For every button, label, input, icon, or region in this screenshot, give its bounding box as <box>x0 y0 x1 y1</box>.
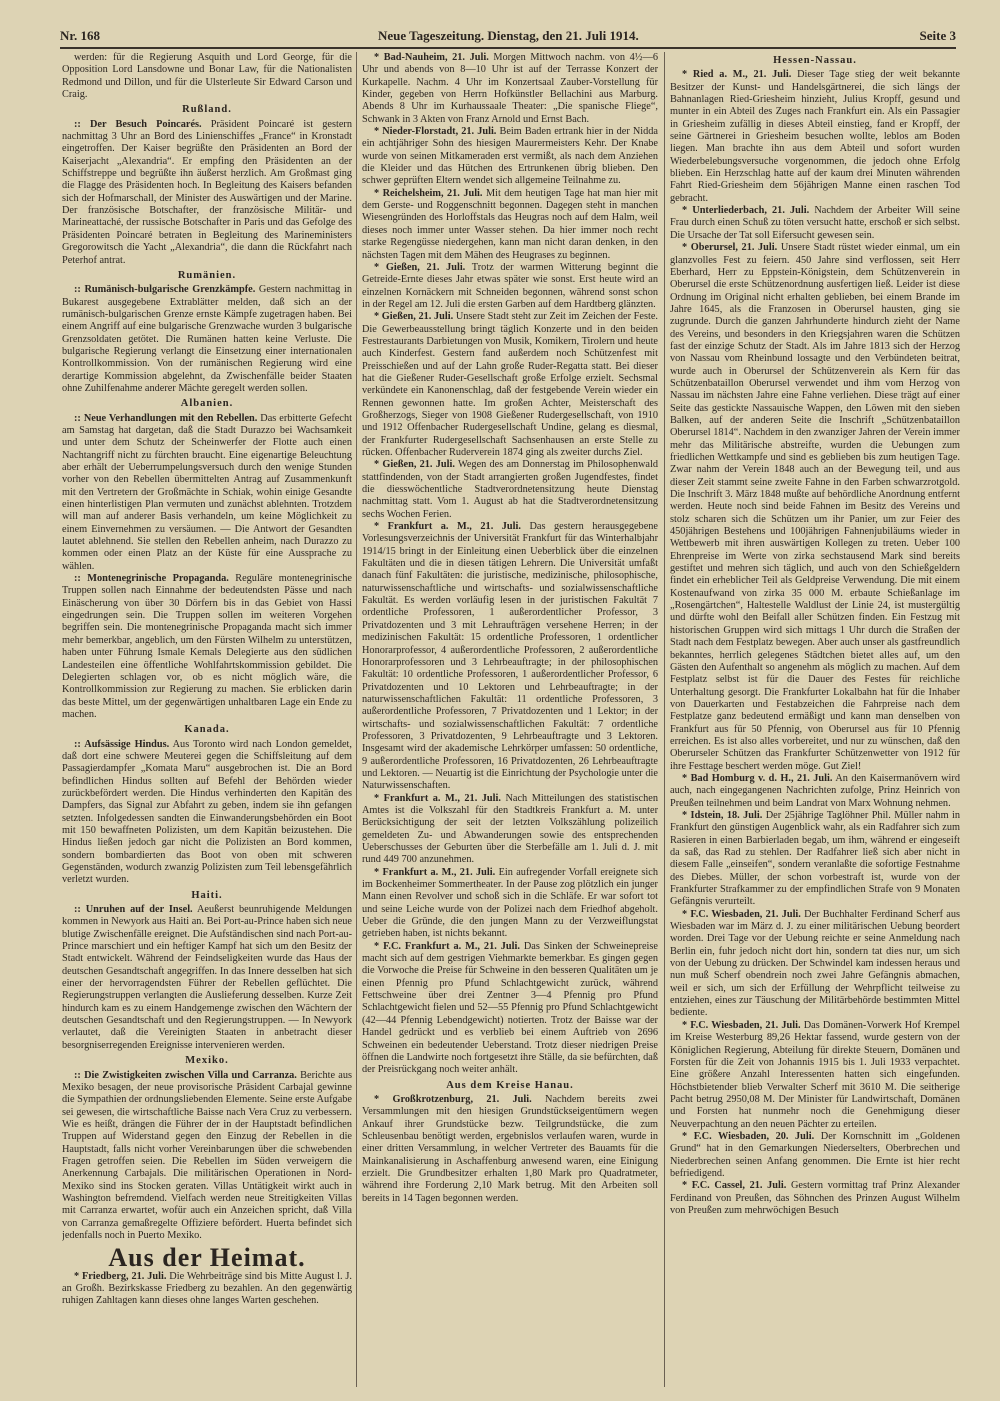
article-dateline: * Friedberg, 21. Juli. <box>74 1270 167 1282</box>
article-paragraph <box>670 242 960 773</box>
article-text: Gestern nachmittag in Bukarest ausgegebene Extrablätter melden, daß sich an der rumänisch-bulgarischen Grenze ernste Kämpfe zugetragen haben. Bei einem Angriff auf eine bulgarische Grenzwache wurden 3 bulgarische Grenzsoldaten getötet. Die Rumänen hatten keine Verluste. Die bulgarische Regierung verlangt die Einsetzung einer internationalen Kontrollkommission. Von der rumänischen Regierung wird eine derartige Kommission abgelehnt, da Zwischenfälle beider Staaten ohne Zuhilfenahme anderer Mächte geregelt werden sollen. <box>62 284 352 394</box>
article-dateline: * Gießen, 21. Juli. <box>374 261 466 273</box>
article-paragraph <box>670 1180 960 1217</box>
article-dateline: :: Neue Verhandlungen mit den Rebellen. <box>74 412 258 424</box>
article-paragraph <box>362 262 658 311</box>
article-dateline: :: Aufsässige Hindus. <box>74 738 170 750</box>
article-dateline: * Frankfurt a. M., 21. Juli. <box>374 792 501 804</box>
article-dateline: * F.C. Wiesbaden, 21. Juli. <box>682 1019 801 1031</box>
section-heading: Rumänien. <box>177 269 237 281</box>
article-paragraph <box>670 773 960 810</box>
article-dateline: :: Rumänisch-bulgarische Grenzkämpfe. <box>74 284 256 296</box>
article-dateline: * Gießen, 21. Juli. <box>374 311 454 323</box>
article-dateline: * Großkrotzenburg, 21. Juli. <box>374 1093 532 1105</box>
page-number: Seite 3 <box>919 28 956 43</box>
article-text: Das Domänen-Vorwerk Hof Krempel im Kreise Westerburg 89,26 Hektar fassend, wurde gestern von der Königlichen Regierung, Abteilung für direkte Steuern, Domänen und Forsten für die Zeit von Johannis 1915 bis 1. Juli 1933 verpachtet. Eine größere Anzahl Interessenten hatten sich eingefunden. Höchstbietender blieb Verwalter Scherf mit 3610 M. Die seitherige Pacht betrug 2950,08 M. Der Minister für Landwirtschaft, Domänen und Forsten hat nunmehr noch die Genehmigung dieser Neuverpachtung an den neuen Pächter zu erteilen. <box>670 1019 960 1130</box>
column-2 <box>362 52 658 1392</box>
article-text: Beim Baden ertrank hier in der Nidda ein achtjähriger Sohn des hiesigen Maurermeisters Kehr. Der Knabe wurde von seinen Mitkameraden erst vermißt, als nach dem Anziehen die Kleider und das Hütchen des Ertrunkenen übrig blieben. Den schwer geprüften Eltern wendet sich allgemeine Teilnahme zu. <box>362 126 658 187</box>
article-paragraph <box>62 739 352 887</box>
article-paragraph <box>362 1094 658 1205</box>
article-text: Unsere Stadt steht zur Zeit im Zeichen der Feste. Die Gewerbeausstellung bringt täglich Konzerte und in den beiden Festrestaurants Darbietungen von Musik, Komikern, Tirolern und heute auch Kinderfest. Gestern fand außerdem noch Schützenfest mit Preisschießen und auf der Lahn große Ruder-Regatta statt. Bei dieser hat die Gießener Ruder-Gesellschaft große Erfolge erzielt. Sechsmal verkündete ein Kanonenschlag, daß der festgebende Verein wieder ein Rennen gewonnen hatte. Im großen Achter, Meisterschaft des Großherzogs, Sieger von 1908 Gießener Rudergesellschaft, von 1910 und 1912 Offenbacher Rudergesellschaft Undine, gelang es diesmal, der Frankfurter Rudergesellschaft Sachsenhausen an erste Stelle zu rücken. Offenbacher Ruderverein 1874 ging als zweiter durchs Ziel. <box>362 311 658 458</box>
article-dateline: * Nieder-Florstadt, 21. Juli. <box>374 126 497 138</box>
article-dateline: * Frankfurt a. M., 21. Juli. <box>374 866 496 878</box>
newspaper-title-date: Neue Tageszeitung. Dienstag, den 21. Juli 1914. <box>378 28 639 43</box>
article-paragraph <box>62 573 352 721</box>
article-paragraph <box>362 867 658 941</box>
article-text: Der 25jährige Taglöhner Phil. Müller nahm in Frankfurt den günstigen Augenblick wahr, als ein Radfahrer sich zum Rasieren in einen Barbierladen begab, um ihm, während er eingeseift da saß, das Rad zu stehlen. Der Radfahrer ließ sich aber nicht in diesem Falle „einseifen“, sondern veranlaßte die sofortige Festnahme des Diebes. Müller, der schon vorbestraft ist, wurde von der Frankfurter Strafkammer zu der empfindlichen Strafe von 9 Monaten Gefängnis verurteilt. <box>670 809 960 908</box>
article-text: Der Buchhalter Ferdinand Scherf aus Wiesbaden war im März d. J. zu einer militärischen Uebung beordert worden. Drei Tage vor der Uebung reichte er seine Anmeldung nach Berlin ein, fuhr jedoch nicht dort hin, sondern tat dies nur, um sich von der Uebung zu drücken. Der Schwindel kam indessen heraus und nun muß Scherf obendrein noch zwei Jahre Gefängnis abmachen, weil er sich, um sich der Erfüllung der Wehrpflicht teilweise zu entziehen, eines zur Täuschung der Militärbehörde bestimmten Mittel bediente. <box>670 908 960 1019</box>
article-text: Nachdem der Arbeiter Will seine Frau durch einen Schuß zu töten versucht hatte, erschoß er sich selbst. Die Ursache der Tat soll Eifersucht gewesen sein. <box>670 205 960 241</box>
column-divider <box>664 52 665 1387</box>
section-heading: Rußland. <box>182 104 232 116</box>
article-paragraph <box>670 909 960 1020</box>
column-1 <box>62 52 352 1392</box>
article-text: An den Kaisermanövern wird auch, nach eingegangenen Nachrichten zufolge, Prinz Heinrich von Preußen teilnehmen und beim Landrat von Marx Wohnung nehmen. <box>670 772 960 809</box>
article-paragraph <box>362 126 658 188</box>
article-text: Präsident Poincaré ist gestern nachmittag 3 Uhr an Bord des Linienschiffes „France“ in Kronstadt eingetroffen. Der Kaiser begrüßte den Präsidenten an Bord der Kaiserjacht „Alexandria“. Er empfing den Präsidenten an der Schiffstreppe und begrüßte ihn äußerst herzlich. Am Großmast ging die Flagge des Präsidenten hoch. In Begleitung des Kaisers befanden sich der Hofmarschall, der Minister des Auswärtigen und der Marine. Der französische Botschafter, der französische Militär- und Marineattaché, der russische Botschafter in Paris und das Gefolge des Präsidenten Poincaré betraten in Begleitung des Marineministers Gregorowitsch die Yacht „Alexandria“, die dann die Rückfahrt nach Peterhof antrat. <box>62 118 352 266</box>
column-divider <box>356 52 357 1387</box>
article-text: Morgen Mittwoch nachm. von 4½—6 Uhr und abends von 8—10 Uhr ist auf der Terrasse Konzert der Kurkapelle. Nachm. 4 Uhr im Konzertsaal Zauber-Vorstellung für Kinder, gegeben von Herrn Hofkünstler Bellachini aus Marburg. Abends 8 Uhr im Kurhaussaale Theater: „Die spanische Fliege“, Schwank in 3 Akten von Franz Arnold und Ernst Bach. <box>362 52 658 125</box>
article-paragraph <box>362 941 658 1077</box>
article-paragraph <box>62 119 352 267</box>
article-paragraph <box>670 205 960 242</box>
masthead <box>60 26 956 46</box>
section-heading: Haiti. <box>191 889 223 901</box>
section-heading: Hessen-Nassau. <box>773 55 857 66</box>
article-paragraph <box>362 311 658 459</box>
article-text: Der Kornschnitt im „Goldenen Grund“ hat in den Gemarkungen Niederselters, Oberbrechen und Niederbrechen seinen Anfang genommen. Die Ernte ist hier recht befriedigend. <box>670 1130 960 1179</box>
article-paragraph <box>670 810 960 909</box>
article-paragraph <box>62 413 352 573</box>
article-text: Das Sinken der Schweinepreise macht sich auf dem gestrigen Viehmarkte bemerkbar. Es gingen gegen die Vorwoche die Preise für Schweine in den besseren Qualitäten um je einen Pfennig pro Pfund Schlachtgewicht zurück, während Fettschweine über drei Zentner 3—4 Pfennig pro Pfund Schlachtgewicht fielen und 52—55 Pfennig pro Pfund Schlachtgewicht (42—44 Pfennig Lebendgewicht) notierten. Trotz der Baisse war der Handel gedrückt und es verblieb bei einem Auftrieb von 2696 Schweinen ein bedeutender Ueberstand. Trotz dieser niedrigen Preise öffnen die Landwirte noch fortgesetzt ihre Ställe, da sie befürchten, daß der Preisrückgang noch weiter anhält. <box>362 940 658 1076</box>
article-text: Aeußerst beunruhigende Meldungen kommen in Newyork aus Haiti an. Bei Port-au-Prince haben sich neue blutige Zwischenfälle ereignet. Die Aufständischen sind nach Port-au-Prince marschiert und ein heftiger Kampf hat sich um den Besitz der Stadt entwickelt. Während der Feindseligkeiten wurde das Haus der deutschen Gesandtschaft angegriffen. In das Innere desselben hat sich einer der hervorragendsten Führer der Rebellen geflüchtet. Die Regierungstruppen verlangten die Auslieferung desselben. Kurze Zeit hindurch kam es zu einem Handgemenge zwischen den Wächtern der deutschen Gesandtschaft und den Regierungstruppen. — In Newyork verlautet, daß die Vereinigten Staaten in anbetracht dieser besorgniserregenden Ereignisse intervenieren werden. <box>62 904 352 1051</box>
article-dateline: * F.C. Wiesbaden, 20. Juli. <box>682 1130 815 1142</box>
article-paragraph <box>62 52 352 101</box>
article-text: Dieser Tage stieg der weit bekannte Besitzer der Kunst- und Handelsgärtnerei, die sich längs der Bahnanlagen Ried-Griesheim hinzieht, Julius Kropff, gesund und munter in ein Abteil des Zuges nach Frankfurt ein. Als ein Passagier in Griesheim zufällig in dieses Abteil einstieg, fand er Kropff, der seine Gärtnerei in Griesheim besuchen wollte, leblos am Boden liegen. Man brachte ihn aus dem Abteil und sofort wurden Wiederbelebungsversuche vorgenommen, die jedoch ohne Erfolg blieben. Ein Herzschlag hatte auf der kaum drei Minuten währenden Fahrt Ried-Griesheim dem 56jährigen Manne einen raschen Tod gebracht. <box>670 69 960 204</box>
article-paragraph <box>670 1131 960 1180</box>
article-text: Gestern vormittag traf Prinz Alexander Ferdinand von Preußen, das Söhnchen des Prinzen August Wilhelm von Preußen zum mehrwöchigen Besuch <box>670 1180 960 1216</box>
article-text: Ein aufregender Vorfall ereignete sich im Bockenheimer Sommertheater. In der Pause zog plötzlich ein junger Mann einen Revolver und schoß sich in die Schläfe. Er war sofort tot und seine Leiche wurde von der Polizei nach dem Friedhof abgeholt. Ueber die Gründe, die den jungen Mann zu der Verzweiflungstat getrieben haben, ist nichts bekannt. <box>362 866 658 940</box>
article-text: Aus Toronto wird nach London gemeldet, daß dort eine schwere Meuterei gegen die Schiffsleitung auf dem Passagierdampfer „Komata Maru“ ausgebrochen ist. Die an Bord befindlichen Hindus sollten auf Befehl der Behörden wieder zurückbefördert werden. Die Hindus verhinderten den Kapitän des Dampfers, das Signal zur Abfahrt zu geben, indem sie ihn gefangen setzten. Infolgedessen sandten die Einwanderungsbehörden ein Boot mit 150 bewaffneten Polizisten, um dem Kapitän beizustehen. Die Hindus ließen jedoch gar nicht die Polizisten an Bord kommen, sondern bombardierten das Boot von oben mit schweren Gegenständen, wodurch zwanzig Polizisten zum Teil lebensgefährlich verletzt wurden. <box>62 738 352 886</box>
section-heading: Mexiko. <box>185 1055 229 1067</box>
article-text: Das erbitterte Gefecht am Samstag hat dargetan, daß die Stadt Durazzo bei Wachsamkeit und unter dem Schutz der Scheinwerfer der Flotte auch einen Nachtangriff nicht zu fürchten braucht. Eine eigenartige Beleuchtung aber erhält der Ueberrumpelungsversuch durch den wenige Stunden vorher von den Rebellen übermittelten Antrag auf Zusammenkunft mit den Vertretern der Großmächte in Schiak, wohin einige Gesandte einen hinterlistigen Plan vermuten und zunächst ablehnten. Trotzdem will man auf anderer Basis verhandeln, um keine Möglichkeit zu einem Einvernehmen zu versäumen. — Die Antwort der Gesandten lautet ablehnend. Sie stellen den Rebellen anheim, nach Durazzo zu kommen oder einen Platz an der Küste für eine Aussprache zu wählen. <box>62 412 352 572</box>
article-paragraph <box>670 69 960 205</box>
article-text: Wegen des am Donnerstag im Philosophenwald stattfindenden, von der Stadt arrangierten großen Jugendfestes, findet die diesswöchentliche Stadtverordnetensitzung heute Dienstag nachmittag statt. Vom 1. August ab hat die Stadtverordnetensitzung sechs Wochen Ferien. <box>362 459 658 520</box>
article-dateline: * Ried a. M., 21. Juli. <box>682 69 792 81</box>
section-heading: Albanien. <box>180 398 234 410</box>
article-dateline: * Bad-Nauheim, 21. Juli. <box>374 52 489 63</box>
article-text: Berichte aus Mexiko besagen, der neue provisorische Präsident Carbajal gewinne die Sympathien der ordnungsliebenden Elemente. Seine erste Aufgabe sei gewesen, die wirtschaftliche Baisse nach Vera Cruz zu verbessern. Wie es heißt, drängen die Führer der in der Hauptstadt befindlichen Truppen auf Widerstand gegen den Einzug der Rebellen in die Hauptstadt, falls nicht vorher Vereinbarungen über die schwebenden Fragen getroffen seien. Die Rebellen im Süden verweigern die Anerkennung Carbajals. Die militärischen Operationen in Nord-Mexiko sind ins Stocken geraten. Villas Untätigkeit wirkt auch in Washington befremdend. Vielfach werden neue Streitigkeiten Villas mit Carranza erwartet, wofür auch ein Anzeichen spricht, daß Villa von Carranza gemaßregelte Offiziere befördert. Huerta befindet sich jedenfalls noch in Puerto Mexiko. <box>62 1069 352 1241</box>
article-paragraph <box>362 459 658 521</box>
article-paragraph <box>62 284 352 395</box>
article-dateline: :: Montenegrinische Propaganda. <box>74 573 229 585</box>
article-text: Trotz der warmen Witterung beginnt die Getreide-Ernte dieses Jahr etwas später wie sonst. Erst heute wird an einzelnen Kornäckern mit Schneiden begonnen, während sonst schon in der Regel am 12. Juli die ersten Garben auf dem Hardtberg glänzten. <box>362 261 658 310</box>
article-text: Mit dem heutigen Tage hat man hier mit dem Gerste- und Roggenschnitt begonnen. Dagegen steht in manchen Wiesengründen des Horloffstals das Heugras noch auf dem Halm, weil dieses noch immer unter Wasser stehen. Da hier immer noch recht starke Regengüsse niedergehen, kann man nicht daran denken, in den nächsten Tagen mit dem Mähen des Heugrases zu beginnen. <box>362 187 658 261</box>
article-text: Die Wehrbeiträge sind bis Mitte August l. J. an Großh. Bezirkskasse Friedberg zu bezahlen. An den gegenwärtig ruhigen Zahltagen kann dieses ohne langes Warten geschehen. <box>62 1270 352 1307</box>
article-text: Reguläre montenegrinische Truppen sollen nach Einnahme der bedeutendsten Pässe und nach Einäscherung von über 30 Dörfern bis in das Gebiet von Hassi eingedrungen sein. Die Truppen sollen im weiteren Vorgehen begriffen sein. Die montenegrinische Propaganda macht sich immer mehr bemerkbar, angeblich, um den Fürsten Wilhelm zu unterstützen, haben unter Führung Ismale Kemals Delegierte aus den südlichen Landesteilen eine öffentliche Wohlfahrtskommission gebildet. Die Delegierten schlagen vor, ob es nicht möglich wäre, die Kontrollkommission zur Regierung zu machen. Sie erblicken darin das beste Mittel, um der gegenwärtigen unhaltbaren Lage ein Ende zu machen. <box>62 573 352 720</box>
article-text: Das gestern herausgegebene Vorlesungsverzeichnis der Universität Frankfurt für das Winterhalbjahr 1914/15 bringt in der Einleitung einen Ueberblick über die einzelnen Fakultäten und die in diesen tätigen Lehrern. Die Universität umfaßt danach fünf Fakultäten: die juristische, medizinische, philosophische, naturwissenschaftliche und wirtschafts- und sozialwissenschaftliche Fakultät. Es werden vorläufig lesen in der juristischen Fakultät 7 ordentliche Professoren, 1 außerordentlicher Professor, 3 Privatdozenten und 3 mit Lehraufträgen versehene Herren; in der medizinischen Fakultät: 15 ordentliche Professoren, 1 ordentlicher Honorarprofessor, 4 außerordentliche Professoren, 2 außerordentliche Honorarprofessoren und 3 Lehrbeauftragte; in der philosophischen Fakultät: 10 ordentliche Professoren, 1 außerordentlicher Professor, 6 Privatdozenten und 10 Lektoren und Lehrbeauftragte; in der naturwissenschaftlichen Fakultät: 11 ordentliche Professoren, 3 außerordentliche Professoren, 7 Privatdozenten und 1 Lektor; in der wirtschafts- und sozialwissenschaftlichen Fakultät: 7 ordentliche Professoren, 3 Privatdozenten, 9 Lehrbeauftragte und 3 Lektoren. Insgesamt wird der akademische Lehrkörper umfassen: 50 ordentliche, 9 außerordentliche Professoren, 16 Privatdozenten, 26 Lehrbeauftragte und Lektoren. — Neuartig ist die Einrichtung der Psychologie unter die Naturwissenschaften. <box>362 521 658 792</box>
article-paragraph <box>362 188 658 262</box>
article-dateline: :: Der Besuch Poincarés. <box>74 118 202 130</box>
article-paragraph <box>362 52 658 126</box>
article-text: Unsere Stadt rüstet wieder einmal, um ein glanzvolles Fest zu feiern. 450 Jahre sind verflossen, seit Herr Eberhard, Herr zu Eppstein-Königstein, dem Schützenverein in Oberursel die erste Schützenordnung ausfertigen ließ. Leider ist diese Ordnung im Original nicht erhalten geblieben, bei einem Brande im Jahre 1645, als die Franzosen in Oberursel hausten, ging sie zugrunde. Durch die ganzen Jahrhunderte hindurch zieht der Name des Vereins, und besonders in den Kriegsjahren waren die Schützen fast der einzige Schutz der Stadt. Als im Jahre 1813 sich der Herzog von Nassau vom Rheinbund lossagte und den Verbündeten beitrat, wurde auch in Oberursel der Schützenverein als Kern für das Schützenbataillon Oberursel verwendet und ihm vom Herzog von Nassau im nächsten Jahre eine Fahne verliehen. Diese trägt auf einer Seite das gestickte Nassauische Wappen, den Löwen mit den sieben Balken, auf der anderen Seite die Inschrift „Schützenbataillon Oberursel 1814“. Nachdem in den zwanziger Jahren der Verein immer mehr das Militärische abstreifte, wurden die Uebungen zum friedlichen Wettkampfe und sind es geblieben bis zum heutigen Tage. Zwar nahm der Verein 1848 auch an der Bewegung teil, und aus dieser Zeit stammt seine zweite Fahne in den Farben schwarzrotgold. Die Inschrift 3. März 1848 mußte auf behördliche Anordnung entfernt werden. Heute noch sind beide Fahnen im Besitz des Vereins und stolz scharen sich die Schützen um ihr Panier, um zur Feier des 450jährigen Bestehens und 100jährigen Fahnenjubiläums wieder in Wettbewerb mit ihren auswärtigen Kollegen zu treten. Ueber 100 Ehrenpreise im Werte von zirka sechstausend Mark sind bereits gestiftet und mehren sich täglich, und auch von den Schießgeldern findet ein erheblicher Teil als Geldpreise Verwendung. Die mit einem Kostenaufwand von zirka 35 000 M. erbaute Schießanlage im „Rosengärtchen“, Haltestelle Waldlust der Linie 24, ist mustergültig und dürfte wohl den Beifall aller Schützen finden. Ein Festzug mit historischen Gruppen wird sich mittags 1 Uhr durch die Straßen der Stadt nach dem Festplatz bewegen. Aber auch unser als gastfreundlich bekanntes, herrlich gelegenes Städtchen bietet alles auf, um den Gästen den Aufenthalt so angenehm als möglich zu machen. Auf dem Festplatz selbst ist für die Dauer des Festes für reichliche Unterhaltung gesorgt. Die Frankfurter Lokalbahn hat für die Inhaber von Dauerkarten und Festabzeichen die Fahrpreise nach dem Festplatze ganz bedeutend ermäßigt und kann man denselben von Frankfurt aus für 50 Pfennig, von Oberursel aus für 10 Pfennig erreichen. Es ist also alles vorbereitet, und nur zu wünschen, daß den Oberurseler Schützen das Frankfurter Schützenwetter von 1912 für ihre Festtage beschert werden möge. Gut Ziel! <box>670 242 960 772</box>
article-text: Nach Mitteilungen des statistischen Amtes ist die Volkszahl für den Stadtkreis Frankfurt a. M. unter Berücksichtigung der seit der letzten Volkszählung polizeilich gemeldeten Zu- und Abwanderungen sowie des entsprechenden Ueberschusses der Geburten über die Sterbefälle am 1. Juli d. J. mit rund 449 700 anzunehmen. <box>362 792 658 866</box>
article-text: Nachdem bereits zwei Versammlungen mit den hiesigen Grundstückseigentümern wegen Ankauf ihrer Grundstücke bezw. Teilgrundstücke, die zum Schleusenbau benötigt werden, ergebnislos verlaufen waren, wurde in einer dritten Versammlung, in welcher Vertreter des Bauamts für die Mainkanalisierung in Aschaffenburg anwesend waren, eine Einigung erzielt. Die Grundbesitzer erhalten 1,80 Mark pro Quadratmeter, während ihre Forderung 2,10 Mark betrug. Mit den Arbeiten soll bereits in 14 Tagen begonnen werden. <box>362 1093 658 1204</box>
article-dateline: * F.C. Frankfurt a. M., 21. Juli. <box>374 940 520 952</box>
article-paragraph <box>362 521 658 793</box>
header-rule <box>60 47 956 49</box>
article-paragraph <box>362 793 658 867</box>
article-dateline: * Idstein, 18. Juli. <box>682 809 763 821</box>
article-paragraph <box>62 904 352 1052</box>
article-dateline: * Bad Homburg v. d. H., 21. Juli. <box>682 772 833 784</box>
article-dateline: * Unterliederbach, 21. Juli. <box>682 205 810 217</box>
article-text: werden: für die Regierung Asquith und Lord George, für die Opposition Lord Lansdowne und Bonar Law, für die Nationalisten Redmond und Dillon, und für die Ulsterleute Sir Edward Carson und Craig. <box>62 52 352 101</box>
column-3 <box>670 52 960 1392</box>
article-dateline: * Reichelsheim, 21. Juli. <box>374 187 483 199</box>
article-dateline: :: Die Zwistigkeiten zwischen Villa und Carranza. <box>74 1069 297 1081</box>
article-dateline: * Gießen, 21. Juli. <box>374 459 455 471</box>
section-title: Aus der Heimat. <box>108 1243 306 1273</box>
article-paragraph <box>62 1070 352 1243</box>
section-heading: Aus dem Kreise Hanau. <box>446 1079 574 1091</box>
article-dateline: * Oberursel, 21. Juli. <box>682 242 778 254</box>
issue-number: Nr. 168 <box>60 28 100 43</box>
article-paragraph <box>670 1020 960 1131</box>
article-dateline: :: Unruhen auf der Insel. <box>74 904 193 916</box>
section-heading: Kanada. <box>184 724 230 736</box>
article-dateline: * F.C. Cassel, 21. Juli. <box>682 1180 787 1192</box>
article-dateline: * F.C. Wiesbaden, 21. Juli. <box>682 908 801 920</box>
article-dateline: * Frankfurt a. M., 21. Juli. <box>374 521 521 533</box>
article-paragraph <box>62 1271 352 1308</box>
